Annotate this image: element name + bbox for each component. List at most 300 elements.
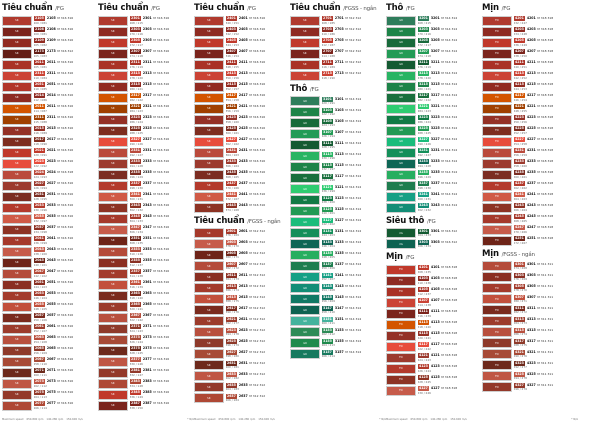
- catalog-row[interactable]: [2, 148, 96, 158]
- row-chip: 4227: [515, 137, 524, 142]
- catalog-row[interactable]: [98, 302, 192, 312]
- row-dims: M 316 316: [153, 214, 170, 219]
- catalog-row[interactable]: [290, 349, 384, 359]
- row-chip: 2357: [131, 269, 140, 274]
- catalog-row[interactable]: [98, 115, 192, 125]
- catalog-row[interactable]: [2, 280, 96, 290]
- swatch-tag: SR: [111, 326, 115, 330]
- catalog-row[interactable]: [386, 16, 480, 26]
- catalog-row[interactable]: [482, 71, 576, 81]
- catalog-row[interactable]: [2, 203, 96, 213]
- swatch-tag: SR: [15, 40, 19, 44]
- catalog-row[interactable]: [386, 181, 480, 191]
- catalog-row[interactable]: [290, 107, 384, 117]
- catalog-row[interactable]: [386, 137, 480, 147]
- catalog-row[interactable]: [2, 126, 96, 136]
- catalog-row[interactable]: [194, 371, 288, 381]
- row-dims: M 312 312: [345, 71, 362, 76]
- catalog-row[interactable]: [482, 294, 576, 304]
- catalog-row[interactable]: [194, 283, 288, 293]
- row-dims: M 314 314: [441, 181, 458, 186]
- row-code: 3141: [334, 272, 344, 277]
- row-code: 2343: [142, 203, 152, 208]
- catalog-row[interactable]: [2, 368, 96, 378]
- catalog-row[interactable]: [2, 60, 96, 70]
- catalog-row[interactable]: [98, 324, 192, 334]
- catalog-row[interactable]: [194, 27, 288, 37]
- catalog-row[interactable]: [2, 269, 96, 279]
- row-chip: 2373: [131, 335, 140, 340]
- catalog-row[interactable]: [2, 324, 96, 334]
- catalog-row[interactable]: [194, 93, 288, 103]
- catalog-row[interactable]: [482, 38, 576, 48]
- catalog-row[interactable]: [482, 327, 576, 337]
- catalog-row[interactable]: [98, 236, 192, 246]
- catalog-row[interactable]: [194, 137, 288, 147]
- catalog-row[interactable]: [290, 140, 384, 150]
- row-meta: [416, 287, 480, 297]
- catalog-row[interactable]: [2, 115, 96, 125]
- catalog-row[interactable]: [98, 247, 192, 257]
- color-swatch: [98, 313, 128, 323]
- catalog-row[interactable]: [482, 82, 576, 92]
- catalog-row[interactable]: [194, 228, 288, 238]
- color-swatch: [386, 203, 416, 213]
- row-dims: M 314 314: [441, 27, 458, 32]
- catalog-row[interactable]: [386, 386, 480, 396]
- catalog-row[interactable]: [2, 236, 96, 246]
- catalog-row[interactable]: [2, 159, 96, 169]
- catalog-row[interactable]: [482, 283, 576, 293]
- row-meta: [320, 250, 384, 260]
- catalog-row[interactable]: [2, 93, 96, 103]
- catalog-row[interactable]: [98, 181, 192, 191]
- color-swatch: [2, 159, 32, 169]
- catalog-row[interactable]: [386, 126, 480, 136]
- catalog-row[interactable]: [194, 360, 288, 370]
- catalog-row[interactable]: [386, 353, 480, 363]
- catalog-row[interactable]: [482, 272, 576, 282]
- color-swatch: [482, 382, 512, 392]
- catalog-row[interactable]: [386, 298, 480, 308]
- catalog-row[interactable]: [2, 390, 96, 400]
- catalog-row[interactable]: [2, 16, 96, 26]
- catalog-row[interactable]: [98, 379, 192, 389]
- catalog-row[interactable]: [386, 228, 480, 238]
- catalog-row[interactable]: [2, 258, 96, 268]
- row-meta: [224, 137, 288, 147]
- swatch-tag: SR: [111, 51, 115, 55]
- row-code: 2601: [238, 228, 248, 233]
- color-swatch: [98, 181, 128, 191]
- catalog-row[interactable]: [386, 115, 480, 125]
- catalog-row[interactable]: [2, 247, 96, 257]
- swatch-tag: SR: [111, 73, 115, 77]
- row-dims: M 318 318: [537, 16, 554, 21]
- catalog-row[interactable]: [194, 393, 288, 403]
- catalog-row[interactable]: [386, 49, 480, 59]
- swatch-tag: SR: [207, 161, 211, 165]
- catalog-row[interactable]: [194, 261, 288, 271]
- catalog-row[interactable]: [2, 401, 96, 411]
- row-meta: [416, 331, 480, 341]
- catalog-row[interactable]: [2, 49, 96, 59]
- catalog-row[interactable]: [194, 239, 288, 249]
- catalog-row[interactable]: [386, 342, 480, 352]
- catalog-row[interactable]: [290, 27, 384, 37]
- row-code: 2043: [46, 247, 56, 252]
- catalog-row[interactable]: [290, 272, 384, 282]
- row-code: 2035: [46, 214, 56, 219]
- color-swatch: [194, 272, 224, 282]
- catalog-row[interactable]: [482, 382, 576, 392]
- color-swatch: [98, 82, 128, 92]
- row-note: 542 / 252: [513, 76, 527, 80]
- catalog-row[interactable]: [386, 82, 480, 92]
- row-chip: 2437: [227, 181, 236, 186]
- footer-item: 150-600 m/s: [66, 418, 83, 421]
- swatch-tag: SR: [15, 271, 19, 275]
- catalog-row[interactable]: [290, 195, 384, 205]
- catalog-row[interactable]: [194, 159, 288, 169]
- catalog-row[interactable]: [386, 364, 480, 374]
- catalog-row[interactable]: [194, 16, 288, 26]
- catalog-row[interactable]: [2, 346, 96, 356]
- color-swatch: [290, 349, 320, 359]
- catalog-row[interactable]: [194, 49, 288, 59]
- row-meta: [320, 228, 384, 238]
- row-code: 4323: [526, 360, 536, 365]
- catalog-row[interactable]: [98, 346, 192, 356]
- row-code: 2051: [46, 280, 56, 285]
- catalog-row[interactable]: [386, 27, 480, 37]
- section-title: [482, 4, 576, 13]
- catalog-row[interactable]: [482, 360, 576, 370]
- catalog-row[interactable]: [194, 170, 288, 180]
- catalog-row[interactable]: [482, 236, 576, 246]
- row-meta: [128, 126, 192, 136]
- catalog-row[interactable]: [98, 335, 192, 345]
- catalog-row[interactable]: [482, 16, 576, 26]
- catalog-row[interactable]: [290, 327, 384, 337]
- catalog-row[interactable]: [98, 291, 192, 301]
- row-note: 490 / 226: [417, 142, 431, 146]
- catalog-row[interactable]: [290, 151, 384, 161]
- row-dims: M 318 318: [537, 181, 554, 186]
- catalog-row[interactable]: [194, 272, 288, 282]
- catalog-row[interactable]: [386, 159, 480, 169]
- row-chip: 4115: [419, 331, 428, 336]
- catalog-row[interactable]: [194, 115, 288, 125]
- row-chip: 2427: [227, 137, 236, 142]
- catalog-row[interactable]: [482, 60, 576, 70]
- catalog-row[interactable]: [290, 305, 384, 315]
- catalog-row[interactable]: [98, 82, 192, 92]
- catalog-row[interactable]: [2, 170, 96, 180]
- catalog-row[interactable]: [2, 104, 96, 114]
- row-dims: M 316 316: [153, 159, 170, 164]
- catalog-row[interactable]: [386, 148, 480, 158]
- catalog-row[interactable]: [290, 261, 384, 271]
- catalog-row[interactable]: [290, 294, 384, 304]
- catalog-row[interactable]: [2, 379, 96, 389]
- catalog-row[interactable]: [2, 225, 96, 235]
- row-chip: 2605: [227, 250, 236, 255]
- catalog-row[interactable]: [98, 192, 192, 202]
- catalog-row[interactable]: [482, 225, 576, 235]
- row-code: 4115: [430, 331, 440, 336]
- catalog-row[interactable]: [386, 331, 480, 341]
- row-dims: M 316 316: [57, 291, 74, 296]
- catalog-row[interactable]: [194, 148, 288, 158]
- row-code: 2623: [238, 327, 248, 332]
- catalog-row[interactable]: [386, 239, 480, 249]
- catalog-row[interactable]: [290, 217, 384, 227]
- row-chip: 2027: [35, 181, 44, 186]
- row-dims: M 318 318: [537, 49, 554, 54]
- catalog-row[interactable]: [386, 104, 480, 114]
- catalog-row[interactable]: [194, 250, 288, 260]
- row-chip: 2105: [35, 16, 44, 21]
- catalog-row[interactable]: [194, 305, 288, 315]
- catalog-row[interactable]: [2, 192, 96, 202]
- row-meta: [128, 82, 192, 92]
- catalog-row[interactable]: [2, 291, 96, 301]
- row-code: 2355: [142, 258, 152, 263]
- row-note: 372 / 167: [225, 197, 239, 201]
- catalog-row[interactable]: [2, 27, 96, 37]
- catalog-row[interactable]: [482, 305, 576, 315]
- catalog-row[interactable]: [386, 192, 480, 202]
- catalog-row[interactable]: [98, 258, 192, 268]
- row-dims: M 314 314: [345, 327, 362, 332]
- catalog-row[interactable]: [482, 126, 576, 136]
- catalog-column-6: [482, 2, 578, 422]
- catalog-row[interactable]: [482, 137, 576, 147]
- catalog-row[interactable]: [290, 228, 384, 238]
- catalog-row[interactable]: [2, 181, 96, 191]
- color-swatch: [194, 327, 224, 337]
- row-meta: [128, 269, 192, 279]
- catalog-row[interactable]: [98, 27, 192, 37]
- color-swatch: [2, 115, 32, 125]
- catalog-row[interactable]: [482, 192, 576, 202]
- row-note: 528 / 245: [417, 380, 431, 384]
- catalog-row[interactable]: [98, 49, 192, 59]
- catalog-row[interactable]: [194, 316, 288, 326]
- row-note: 460 / 211: [321, 322, 335, 326]
- catalog-row[interactable]: [2, 335, 96, 345]
- catalog-row[interactable]: [98, 313, 192, 323]
- row-note: 496 / 229: [417, 175, 431, 179]
- catalog-row[interactable]: [98, 16, 192, 26]
- row-meta: [320, 338, 384, 348]
- catalog-row[interactable]: [482, 181, 576, 191]
- catalog-row[interactable]: [98, 104, 192, 114]
- catalog-row[interactable]: [98, 170, 192, 180]
- catalog-row[interactable]: [98, 280, 192, 290]
- row-meta: [512, 382, 576, 392]
- catalog-row[interactable]: [386, 203, 480, 213]
- catalog-row[interactable]: [2, 214, 96, 224]
- catalog-row[interactable]: [98, 38, 192, 48]
- swatch-tag: FN: [399, 267, 403, 271]
- catalog-row[interactable]: [482, 371, 576, 381]
- catalog-row[interactable]: [98, 137, 192, 147]
- row-code: 3303: [430, 239, 440, 244]
- catalog-row[interactable]: [482, 349, 576, 359]
- color-swatch: [2, 346, 32, 356]
- catalog-row[interactable]: [290, 16, 384, 26]
- row-chip: 2603: [227, 239, 236, 244]
- catalog-row[interactable]: [290, 316, 384, 326]
- catalog-row[interactable]: [386, 375, 480, 385]
- catalog-row[interactable]: [386, 170, 480, 180]
- catalog-row[interactable]: [290, 283, 384, 293]
- color-swatch: [194, 261, 224, 271]
- catalog-row[interactable]: [386, 38, 480, 48]
- row-group: [98, 16, 192, 411]
- row-code: 2625: [238, 338, 248, 343]
- catalog-row[interactable]: [290, 173, 384, 183]
- catalog-row[interactable]: [98, 93, 192, 103]
- catalog-row[interactable]: [2, 82, 96, 92]
- catalog-row[interactable]: [386, 71, 480, 81]
- catalog-row[interactable]: [386, 287, 480, 297]
- catalog-row[interactable]: [194, 38, 288, 48]
- catalog-row[interactable]: [98, 148, 192, 158]
- row-dims: M 316 316: [153, 247, 170, 252]
- row-chip: 2031: [35, 192, 44, 197]
- color-swatch: [2, 214, 32, 224]
- catalog-row[interactable]: [194, 181, 288, 191]
- catalog-row[interactable]: [290, 38, 384, 48]
- catalog-row[interactable]: [482, 170, 576, 180]
- catalog-row[interactable]: [386, 60, 480, 70]
- catalog-row[interactable]: [482, 261, 576, 271]
- row-note: 326 / 144: [129, 340, 143, 344]
- catalog-row[interactable]: [194, 104, 288, 114]
- catalog-row[interactable]: [482, 115, 576, 125]
- catalog-row[interactable]: [98, 60, 192, 70]
- catalog-row[interactable]: [194, 349, 288, 359]
- catalog-row[interactable]: [194, 294, 288, 304]
- catalog-row[interactable]: [98, 203, 192, 213]
- catalog-row[interactable]: [98, 401, 192, 411]
- row-meta: [512, 214, 576, 224]
- row-code: 3107: [334, 129, 344, 134]
- row-chip: 4203: [515, 27, 524, 32]
- catalog-row[interactable]: [194, 60, 288, 70]
- catalog-row[interactable]: [194, 126, 288, 136]
- color-swatch: [2, 170, 32, 180]
- catalog-row[interactable]: [290, 71, 384, 81]
- row-dims: M 316 316: [57, 280, 74, 285]
- catalog-row[interactable]: [482, 148, 576, 158]
- row-code: 3131: [334, 228, 344, 233]
- catalog-row[interactable]: [386, 320, 480, 330]
- catalog-row[interactable]: [290, 239, 384, 249]
- row-dims: M 314 314: [441, 148, 458, 153]
- catalog-row[interactable]: [386, 309, 480, 319]
- catalog-row[interactable]: [98, 269, 192, 279]
- catalog-row[interactable]: [290, 338, 384, 348]
- catalog-row[interactable]: [194, 192, 288, 202]
- catalog-row[interactable]: [482, 338, 576, 348]
- catalog-row[interactable]: [482, 203, 576, 213]
- color-swatch: [290, 27, 320, 37]
- catalog-row[interactable]: [290, 49, 384, 59]
- catalog-row[interactable]: [482, 93, 576, 103]
- row-code: 2631: [238, 360, 248, 365]
- catalog-row[interactable]: [290, 129, 384, 139]
- catalog-row[interactable]: [98, 214, 192, 224]
- catalog-row[interactable]: [194, 338, 288, 348]
- catalog-row[interactable]: [290, 118, 384, 128]
- catalog-row[interactable]: [98, 357, 192, 367]
- catalog-row[interactable]: [194, 82, 288, 92]
- catalog-row[interactable]: [2, 137, 96, 147]
- row-dims: M 316 316: [57, 214, 74, 219]
- catalog-row[interactable]: [98, 225, 192, 235]
- catalog-row[interactable]: [290, 60, 384, 70]
- catalog-row[interactable]: [290, 162, 384, 172]
- catalog-row[interactable]: [2, 357, 96, 367]
- catalog-row[interactable]: [194, 203, 288, 213]
- row-chip: 2615: [227, 294, 236, 299]
- catalog-row[interactable]: [194, 327, 288, 337]
- catalog-row[interactable]: [386, 93, 480, 103]
- color-swatch: [2, 192, 32, 202]
- row-meta: [128, 357, 192, 367]
- row-dims: M 316 316: [57, 115, 74, 120]
- catalog-row[interactable]: [290, 184, 384, 194]
- row-note: 276 / 119: [129, 65, 143, 69]
- catalog-row[interactable]: [482, 316, 576, 326]
- catalog-row[interactable]: [98, 159, 192, 169]
- catalog-row[interactable]: [98, 126, 192, 136]
- catalog-row[interactable]: [194, 382, 288, 392]
- catalog-row[interactable]: [482, 49, 576, 59]
- catalog-row[interactable]: [2, 313, 96, 323]
- catalog-row[interactable]: [290, 250, 384, 260]
- color-swatch: [386, 298, 416, 308]
- section-title: [194, 4, 288, 13]
- row-chip: 2411: [227, 60, 236, 65]
- catalog-row[interactable]: [482, 214, 576, 224]
- catalog-row[interactable]: [386, 276, 480, 286]
- row-dims: M 316 316: [57, 203, 74, 208]
- catalog-row[interactable]: [290, 96, 384, 106]
- catalog-row[interactable]: [98, 368, 192, 378]
- catalog-row[interactable]: [2, 38, 96, 48]
- catalog-row[interactable]: [2, 302, 96, 312]
- catalog-row[interactable]: [386, 265, 480, 275]
- catalog-row[interactable]: [2, 71, 96, 81]
- row-dims: M 316 316: [57, 104, 74, 109]
- catalog-row[interactable]: [482, 104, 576, 114]
- row-dims: M 316 316: [153, 291, 170, 296]
- row-code: 2713: [334, 71, 344, 76]
- row-meta: [512, 137, 576, 147]
- catalog-row[interactable]: [98, 71, 192, 81]
- catalog-row[interactable]: [482, 159, 576, 169]
- catalog-row[interactable]: [194, 71, 288, 81]
- catalog-row[interactable]: [290, 206, 384, 216]
- swatch-tag: FN: [399, 377, 403, 381]
- catalog-row[interactable]: [98, 390, 192, 400]
- catalog-row[interactable]: [482, 27, 576, 37]
